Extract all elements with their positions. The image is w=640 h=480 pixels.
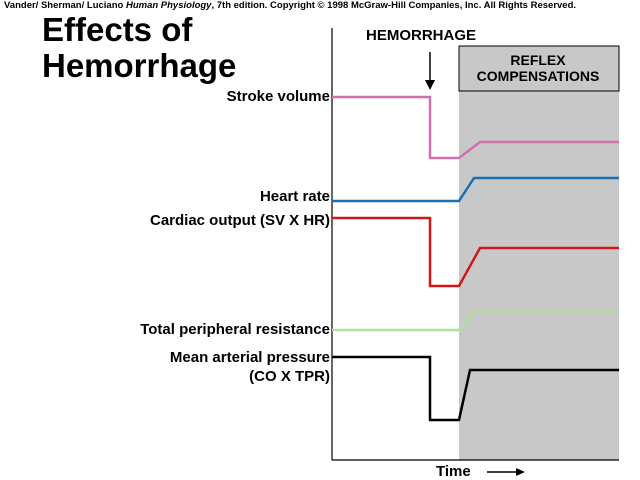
hemorrhage-label: HEMORRHAGE	[366, 27, 477, 44]
credit-book: Human Physiology	[125, 0, 212, 11]
cardiac-output-label: Cardiac output (SV X HR)	[149, 212, 330, 229]
stroke-volume-label: Stroke volume	[226, 88, 330, 105]
credit-authors: Vander/ Sherman/ Luciano	[4, 0, 126, 11]
map-label: Mean arterial pressure	[169, 349, 330, 366]
title-line-2: Hemorrhage	[42, 47, 237, 84]
time-axis-label: Time	[436, 463, 471, 480]
title-line-1: Effects of	[42, 11, 193, 48]
credit-rest: , 7th edition. Copyright © 1998 McGraw-Hill Companies, Inc. All Rights Reserved.	[211, 0, 577, 11]
heart-rate-label: Heart rate	[259, 188, 330, 205]
hemorrhage-arrow-head	[425, 80, 435, 90]
time-arrow-head	[516, 468, 525, 476]
reflex-line-1: REFLEX	[510, 52, 566, 68]
map-label-formula: (CO X TPR)	[249, 368, 330, 385]
tpr-label: Total peripheral resistance	[140, 321, 330, 338]
reflex-compensations-label	[460, 52, 616, 84]
reflex-shade	[459, 46, 619, 460]
reflex-line-2: COMPENSATIONS	[476, 68, 600, 84]
